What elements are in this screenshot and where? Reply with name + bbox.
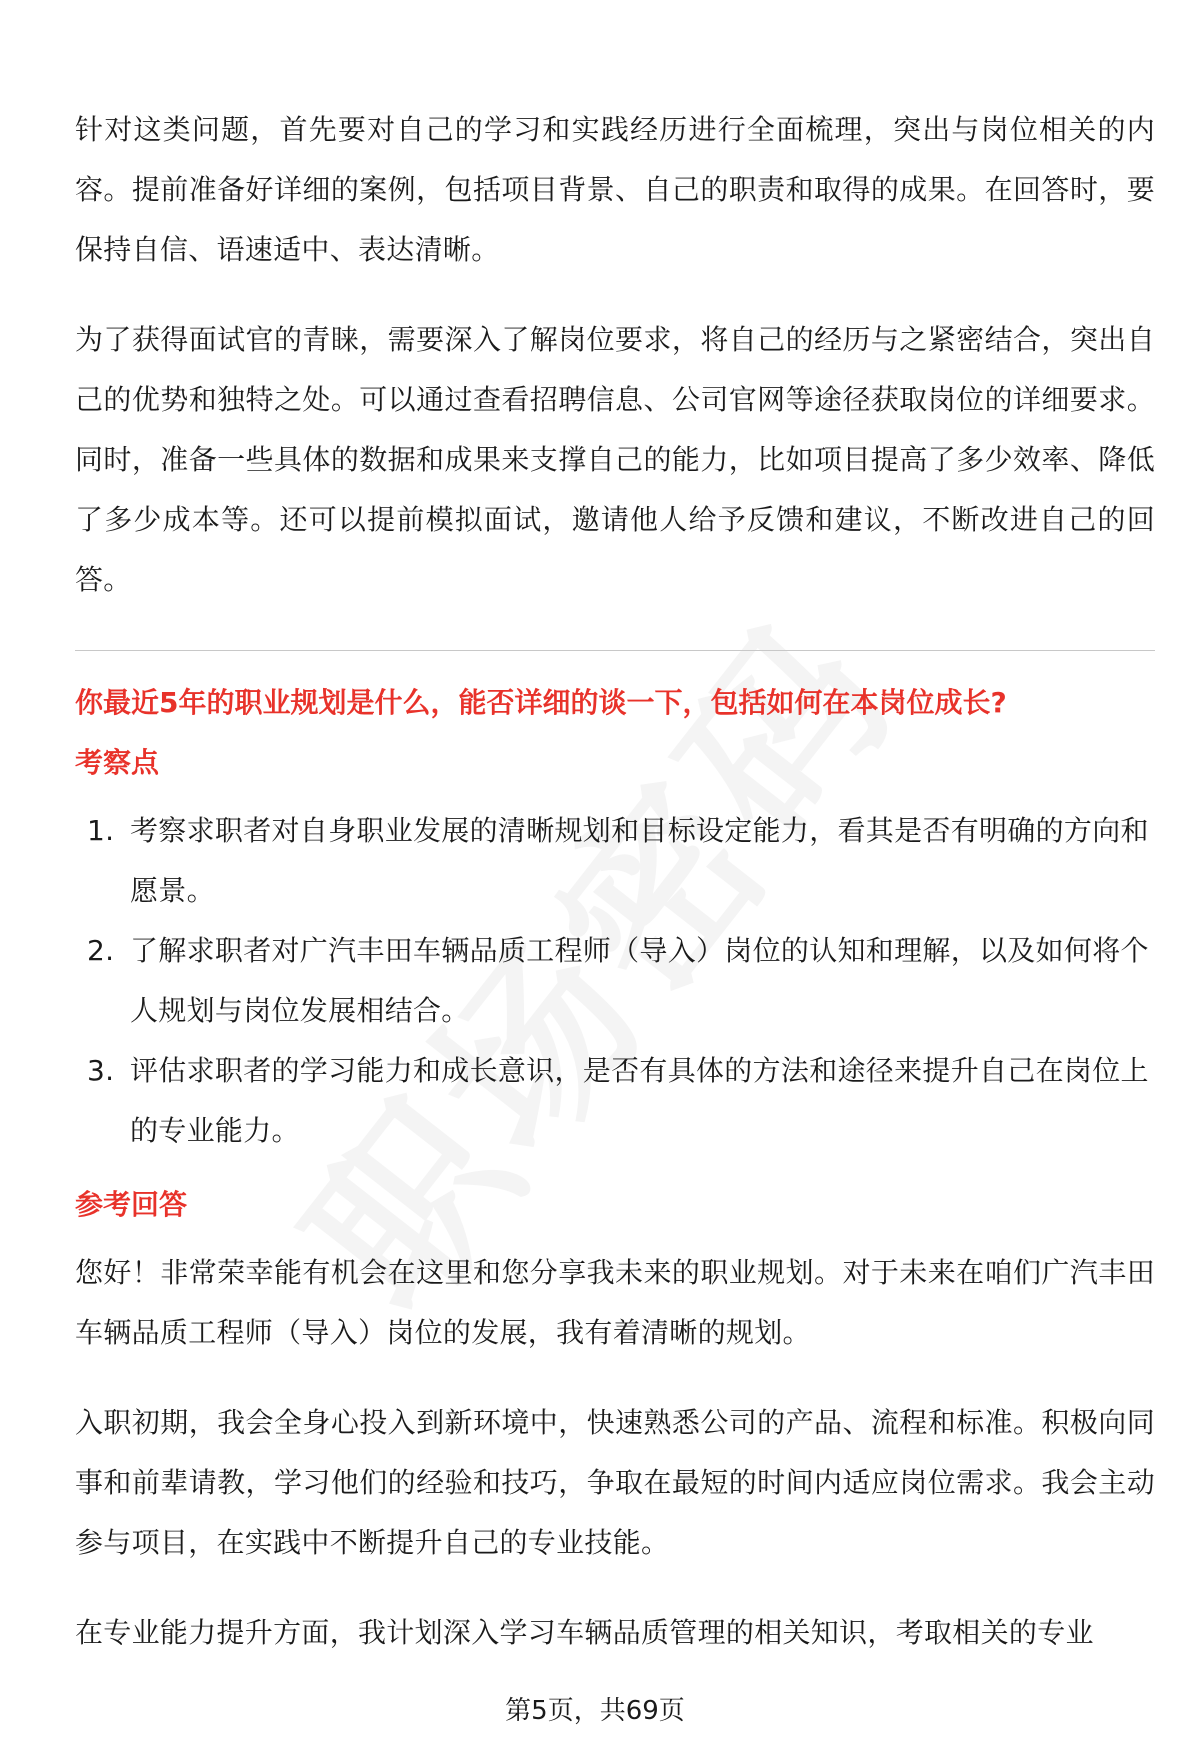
list-item	[75, 921, 1155, 1041]
paragraph: 入职初期，我会全身心投入到新环境中，快速熟悉公司的产品、流程和标准。积极向同事和前辈请教，学习他们的经验和技巧，争取在最短的时间内适应岗位需求。我会主动参与项目，在实践中不断提升自己的专业技能。	[75, 1406, 1155, 1559]
question-heading: 你最近5年的职业规划是什么，能否详细的谈一下，包括如何在本岗位成长?	[75, 686, 1007, 719]
list-item-text: 了解求职者对广汽丰田车辆品质工程师（导入）岗位的认知和理解，以及如何将个人规划与岗位发展相结合。	[130, 934, 1149, 1027]
list-item	[75, 1041, 1155, 1161]
page-content	[75, 100, 1155, 1693]
answer-heading: 参考回答	[75, 1188, 188, 1221]
section-divider	[75, 650, 1155, 651]
list-item-text: 考察求职者对自身职业发展的清晰规划和目标设定能力，看其是否有明确的方向和愿景。	[130, 814, 1149, 907]
list-number: 2.	[87, 934, 115, 967]
list-item	[75, 801, 1155, 921]
assessment-heading: 考察点	[75, 746, 160, 779]
paragraph: 您好！非常荣幸能有机会在这里和您分享我未来的职业规划。对于未来在咱们广汽丰田车辆品质工程师（导入）岗位的发展，我有着清晰的规划。	[75, 1256, 1155, 1349]
paragraph: 针对这类问题，首先要对自己的学习和实践经历进行全面梳理，突出与岗位相关的内容。提前准备好详细的案例，包括项目背景、自己的职责和取得的成果。在回答时，要保持自信、语速适中、表达清晰。	[75, 113, 1155, 266]
assessment-list	[75, 801, 1155, 1161]
paragraph: 为了获得面试官的青睐，需要深入了解岗位要求，将自己的经历与之紧密结合，突出自己的优势和独特之处。可以通过查看招聘信息、公司官网等途径获取岗位的详细要求。同时，准备一些具体的数据和成果来支撑自己的能力，比如项目提高了多少效率、降低了多少成本等。还可以提前模拟面试，邀请他人给予反馈和建议，不断改进自己的回答。	[75, 323, 1155, 596]
paragraph: 在专业能力提升方面，我计划深入学习车辆品质管理的相关知识，考取相关的专业	[75, 1616, 1094, 1649]
list-item-text: 评估求职者的学习能力和成长意识，是否有具体的方法和途径来提升自己在岗位上的专业能力。	[130, 1054, 1149, 1147]
list-number: 1.	[87, 814, 115, 847]
list-number: 3.	[87, 1054, 115, 1087]
page-footer: 第5页，共69页	[505, 1696, 685, 1726]
